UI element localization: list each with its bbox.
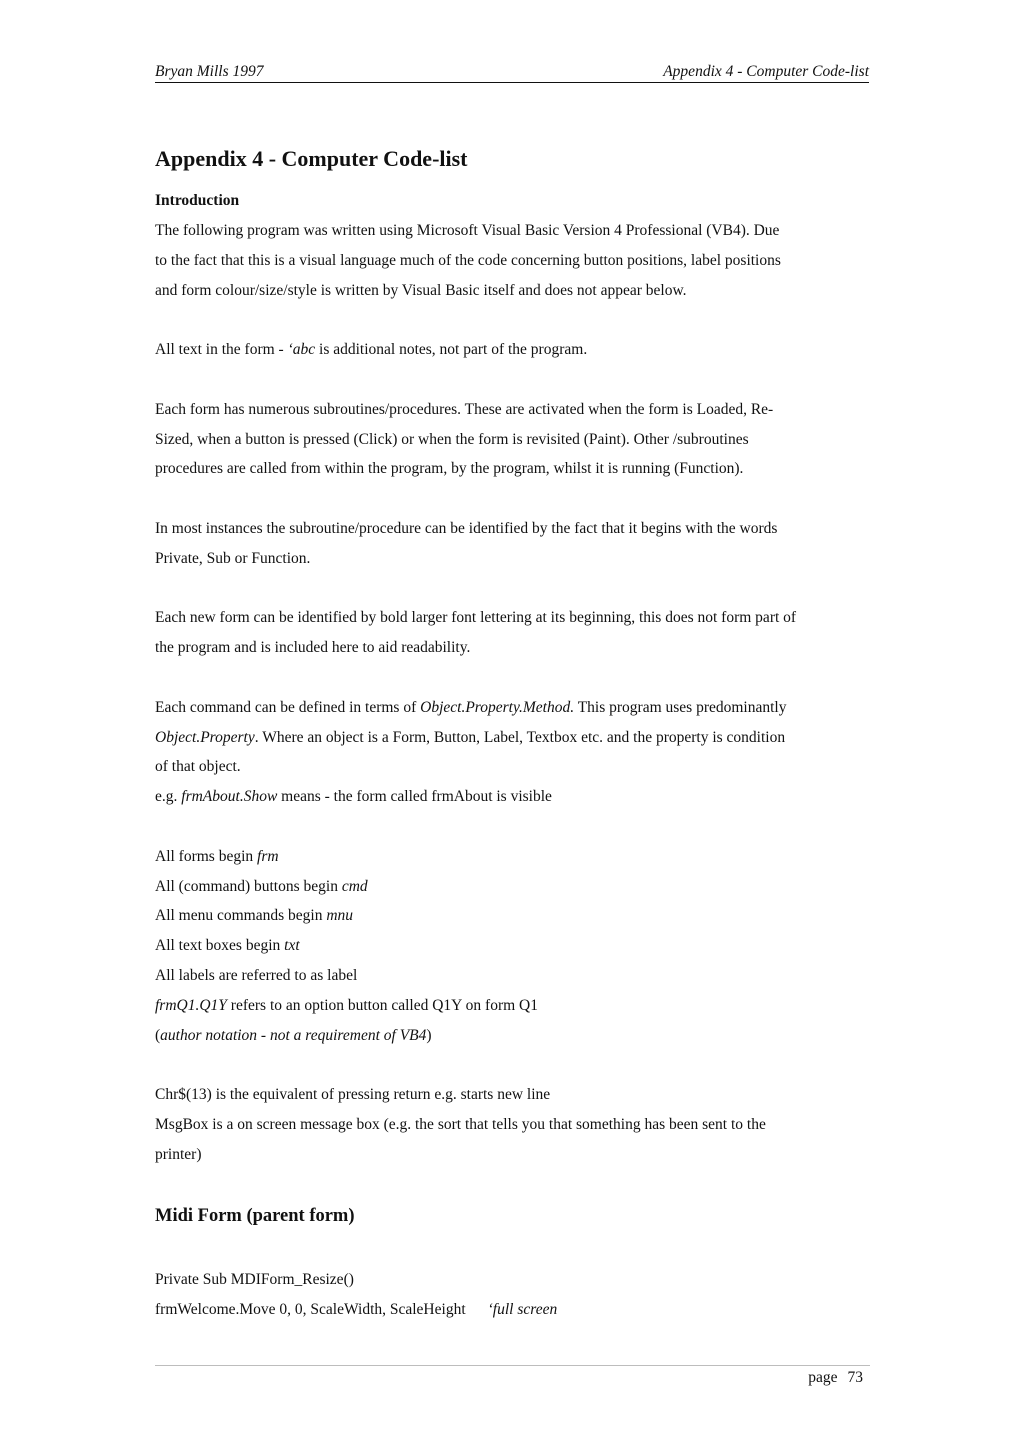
text-line: procedures are called from within the program, by the program, whilst it is running (Function).	[155, 460, 744, 478]
naming-rule-textboxes: All text boxes begin txt	[155, 937, 300, 955]
naming-rule-forms: All forms begin frm	[155, 847, 279, 865]
midi-form-heading: Midi Form (parent form)	[155, 1206, 355, 1226]
text-line: Each command can be defined in terms of Object.Property.Method. This program uses predominantly	[155, 698, 787, 716]
text-line: printer)	[155, 1145, 202, 1163]
naming-rule-menus: All menu commands begin mnu	[155, 907, 354, 925]
code-line: Private Sub MDIForm_Resize()	[155, 1271, 354, 1288]
text-line: Each new form can be identified by bold larger font lettering at its beginning, this does not form part of	[155, 609, 797, 627]
text-line: Each form has numerous subroutines/procedures. These are activated when the form is Loaded, Re-	[155, 400, 774, 418]
naming-rule-labels: All labels are referred to as label	[155, 966, 358, 984]
text-line: and form colour/size/style is written by Visual Basic itself and does not appear below.	[155, 281, 687, 299]
code-listing	[155, 1265, 871, 1325]
text-line: MsgBox is a on screen message box (e.g. the sort that tells you that something has been sent to the	[155, 1115, 766, 1133]
page-title: Appendix 4 - Computer Code-list	[155, 146, 468, 171]
page-number	[808, 1368, 863, 1388]
intro-heading: Introduction	[155, 192, 240, 209]
intro-body	[155, 216, 871, 1170]
text-line: to the fact that this is a visual language much of the code concerning button positions, label positions	[155, 251, 781, 269]
header-author: Bryan Mills 1997	[155, 63, 264, 80]
naming-rule-buttons: All (command) buttons begin cmd	[155, 877, 368, 895]
page-number-value: 73	[847, 1369, 863, 1386]
text-line: The following program was written using Microsoft Visual Basic Version 4 Professional (VB4). Due	[155, 222, 780, 239]
example-line: e.g. frmAbout.Show means - the form called frmAbout is visible	[155, 788, 552, 806]
text-line: All text in the form - ‘abc is additional notes, not part of the program.	[155, 341, 588, 359]
author-notation: (author notation - not a requirement of VB4)	[155, 1026, 432, 1044]
text-line: the program and is included here to aid readability.	[155, 639, 471, 657]
text-line: Object.Property. Where an object is a Form, Button, Label, Textbox etc. and the property is condition	[155, 728, 786, 746]
text-line: of that object.	[155, 758, 241, 776]
page-label: page	[808, 1369, 838, 1386]
running-header	[155, 62, 869, 83]
header-section: Appendix 4 - Computer Code-list	[663, 63, 869, 80]
text-line: Chr$(13) is the equivalent of pressing return e.g. starts new line	[155, 1086, 551, 1104]
text-line: Sized, when a button is pressed (Click) or when the form is revisited (Paint). Other /subroutines	[155, 430, 749, 448]
code-comment: ‘full screen	[487, 1300, 558, 1318]
text-line: Private, Sub or Function.	[155, 549, 311, 567]
footer-divider	[155, 1365, 870, 1366]
naming-rule-option: frmQ1.Q1Y refers to an option button called Q1Y on form Q1	[155, 996, 538, 1014]
text-line: In most instances the subroutine/procedure can be identified by the fact that it begins with the words	[155, 519, 778, 537]
code-line: frmWelcome.Move 0, 0, ScaleWidth, ScaleHeight ‘full screen	[155, 1300, 558, 1318]
